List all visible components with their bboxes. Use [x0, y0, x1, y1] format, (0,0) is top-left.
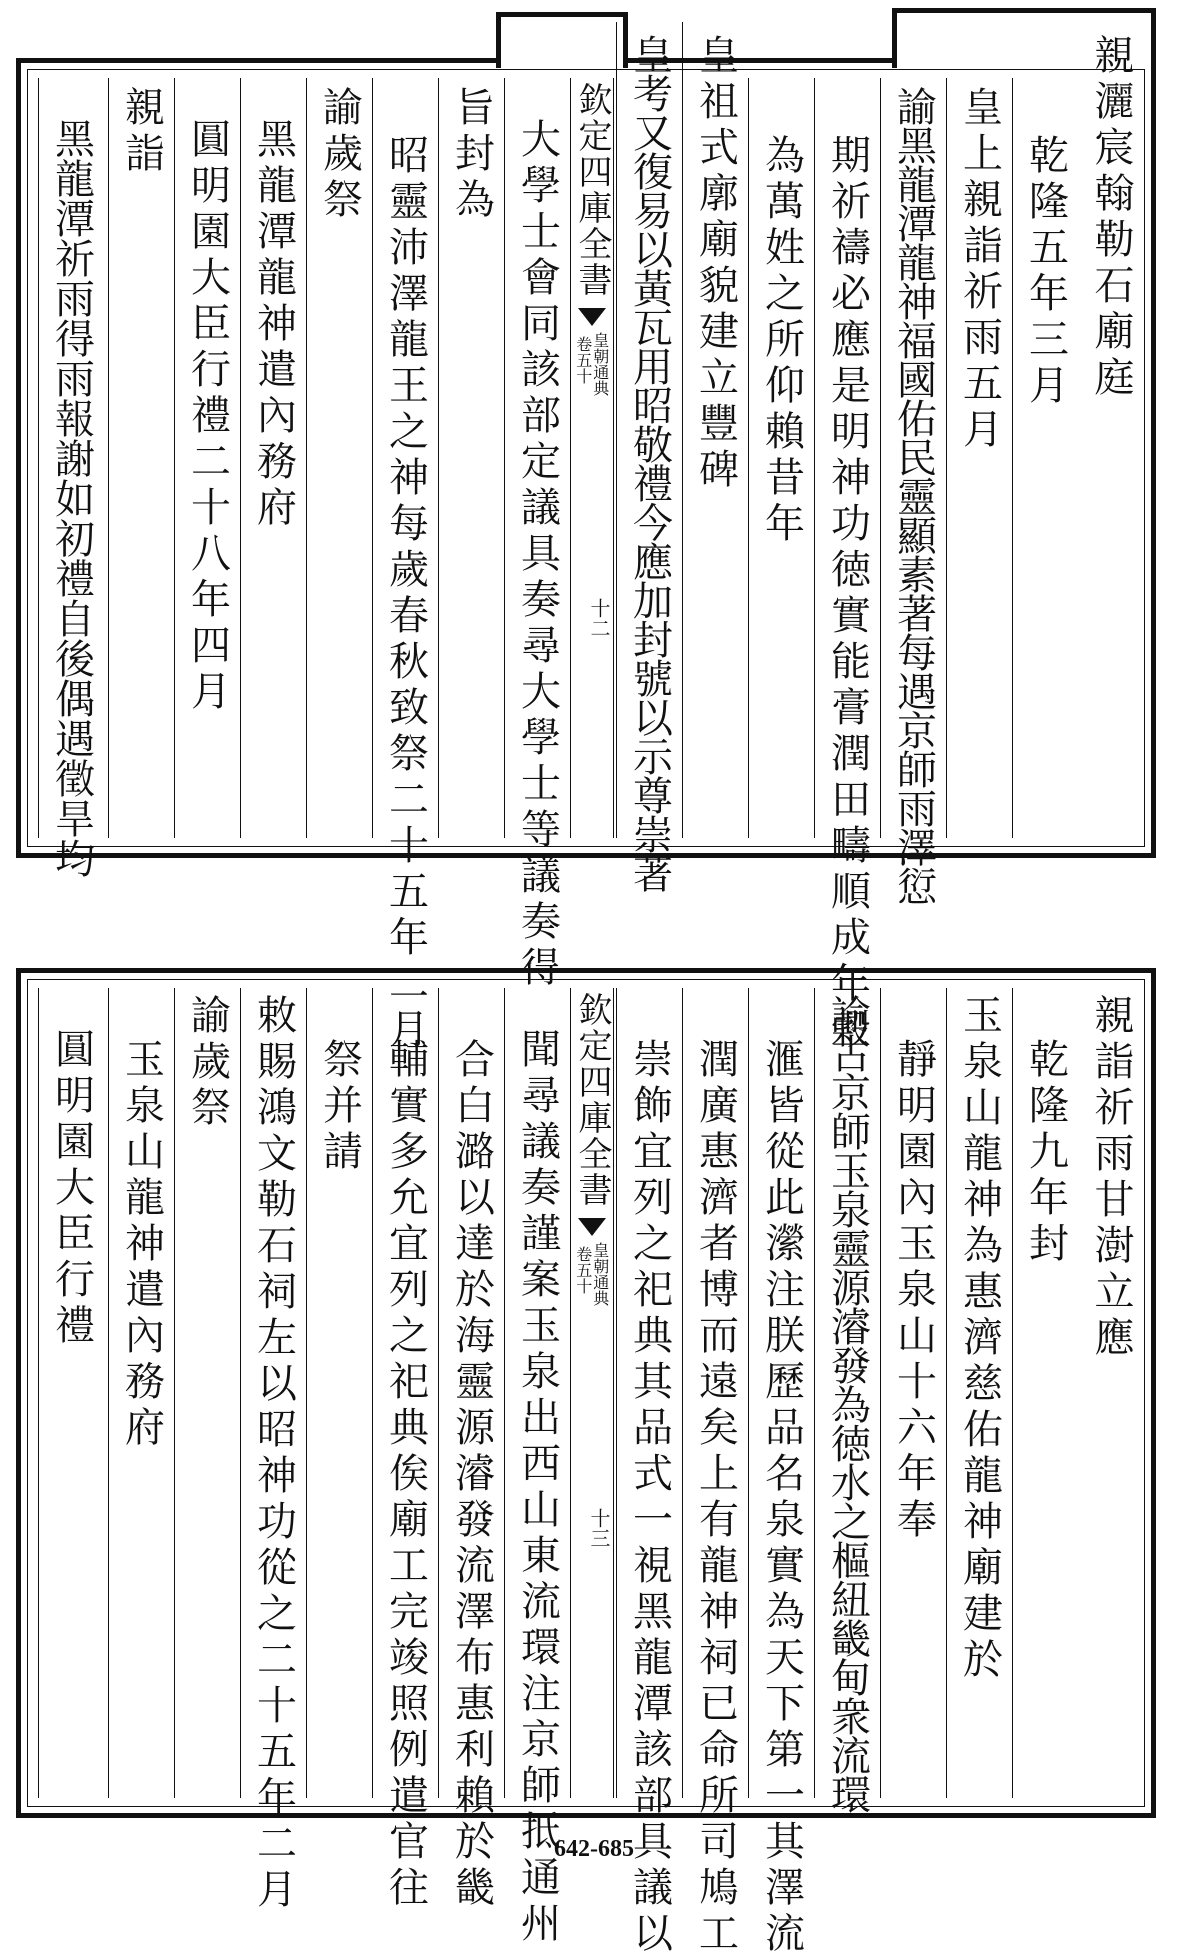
- text-column: 昭靈沛澤龍王之神每歲春秋致祭二十五年二月: [372, 78, 438, 838]
- text-column: 乾隆五年三月: [1012, 78, 1078, 838]
- text-column: 崇飾宜列之祀典其品式一視黑龍潭該部具議以: [616, 988, 682, 1798]
- text-column: 旨封為: [438, 78, 504, 838]
- text-column: 靜明園內玉泉山十六年奉: [880, 988, 946, 1798]
- text-column: 大學士會同該部定議具奏尋大學士等議奏得: [504, 78, 570, 838]
- text-column: 諭黑龍潭龍神福國佑民靈顯素著每遇京師雨澤愆: [880, 78, 946, 838]
- text-column: 輔實多允宜列之祀典俟廟工完竣照例遣官往: [372, 988, 438, 1798]
- text-column: 潤廣惠濟者博而遠矣上有龍神祠已命所司鳩工: [682, 988, 748, 1798]
- text-column: 諭歲祭: [306, 78, 372, 838]
- text-column: 乾隆九年封: [1012, 988, 1078, 1798]
- page-number: 642-685: [554, 1836, 634, 1862]
- top-page: [8, 8, 1174, 1054]
- text-column: 敕賜鴻文勒石祠左以昭神功從之二十五年二月: [240, 988, 306, 1798]
- text-column: 親詣: [108, 78, 174, 838]
- text-column: 期祈禱必應是明神功徳實能膏潤田疇順成年穀: [814, 78, 880, 838]
- text-column: 親灑宸翰勒石廟庭: [1088, 34, 1134, 402]
- text-column: 諭古京師玉泉靈源濬發為徳水之樞紐畿甸衆流環: [814, 988, 880, 1798]
- text-column: 為萬姓之所仰賴昔年: [748, 78, 814, 838]
- page-gutter: 欽定四庫全書 皇朝通典 卷五十 十二: [570, 78, 614, 838]
- text-column: 皇考又復易以黃瓦用昭敬禮今應加封號以示尊崇著: [616, 22, 682, 838]
- fish-tail-mark-icon: [578, 1218, 606, 1236]
- page-gutter: 欽定四庫全書 皇朝通典 卷五十 十三: [570, 988, 614, 1798]
- text-column: 合白潞以達於海靈源濬發流澤布惠利賴於畿: [438, 988, 504, 1798]
- text-column: 滙皆從此瀠注朕歷品名泉實為天下第一其澤流: [748, 988, 814, 1798]
- text-column: 皇上親詣祈雨五月: [946, 78, 1012, 838]
- text-column: 圓明園大臣行禮: [38, 988, 104, 1798]
- text-column: 黑龍潭祈雨得雨報謝如初禮自後偶遇徵旱均: [38, 78, 104, 838]
- text-column: 諭歲祭: [174, 988, 240, 1798]
- text-column: 皇祖式廓廟貌建立豐碑: [682, 22, 748, 838]
- text-column: 圓明園大臣行禮二十八年四月: [174, 78, 240, 838]
- raised-elevation-tab: [496, 12, 628, 68]
- text-column: 親詣祈雨甘澍立應: [1088, 994, 1134, 1362]
- text-column: 黑龍潭龍神遣內務府: [240, 78, 306, 838]
- text-column: 聞尋議奏謹案玉泉出西山東流環注京師抵通州: [504, 988, 570, 1798]
- text-column: 祭并請: [306, 988, 372, 1798]
- text-column: 玉泉山龍神為惠濟慈佑龍神廟建於: [946, 988, 1012, 1798]
- fish-tail-mark-icon: [578, 308, 606, 326]
- text-column: 玉泉山龍神遣內務府: [108, 988, 174, 1798]
